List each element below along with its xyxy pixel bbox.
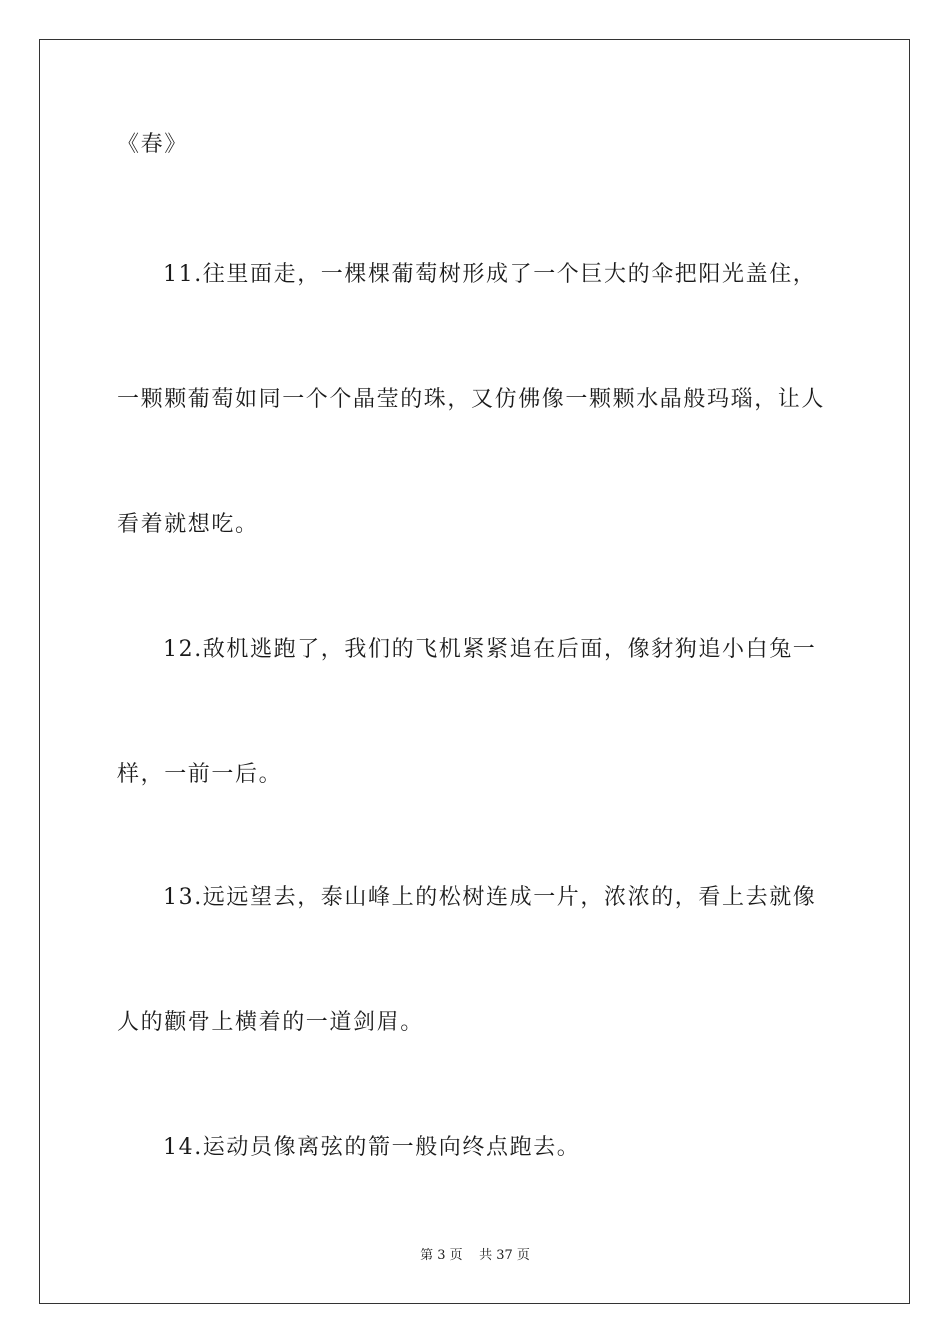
text-line-item-13-end: 人的颧骨上横着的一道剑眉。: [117, 1010, 424, 1035]
page-number-footer: 第 3 页 共 37 页: [420, 1248, 530, 1263]
text-line-title: 《春》: [117, 132, 188, 157]
text-line-item-13-start: 13.远远望去，泰山峰上的松树连成一片，浓浓的，看上去就像: [163, 885, 817, 910]
page-border: [39, 39, 910, 1304]
text-line-item-14: 14.运动员像离弦的箭一般向终点跑去。: [163, 1135, 581, 1160]
text-line-item-12-start: 12.敌机逃跑了，我们的飞机紧紧追在后面，像豺狗追小白兔一: [163, 637, 817, 662]
text-line-item-11-end: 看着就想吃。: [117, 512, 259, 537]
text-line-item-12-end: 样，一前一后。: [117, 762, 283, 787]
text-line-item-11-cont: 一颗颗葡萄如同一个个晶莹的珠，又仿佛像一颗颗水晶般玛瑙，让人: [117, 387, 826, 412]
text-line-item-11-start: 11.往里面走，一棵棵葡萄树形成了一个巨大的伞把阳光盖住，: [163, 262, 817, 287]
